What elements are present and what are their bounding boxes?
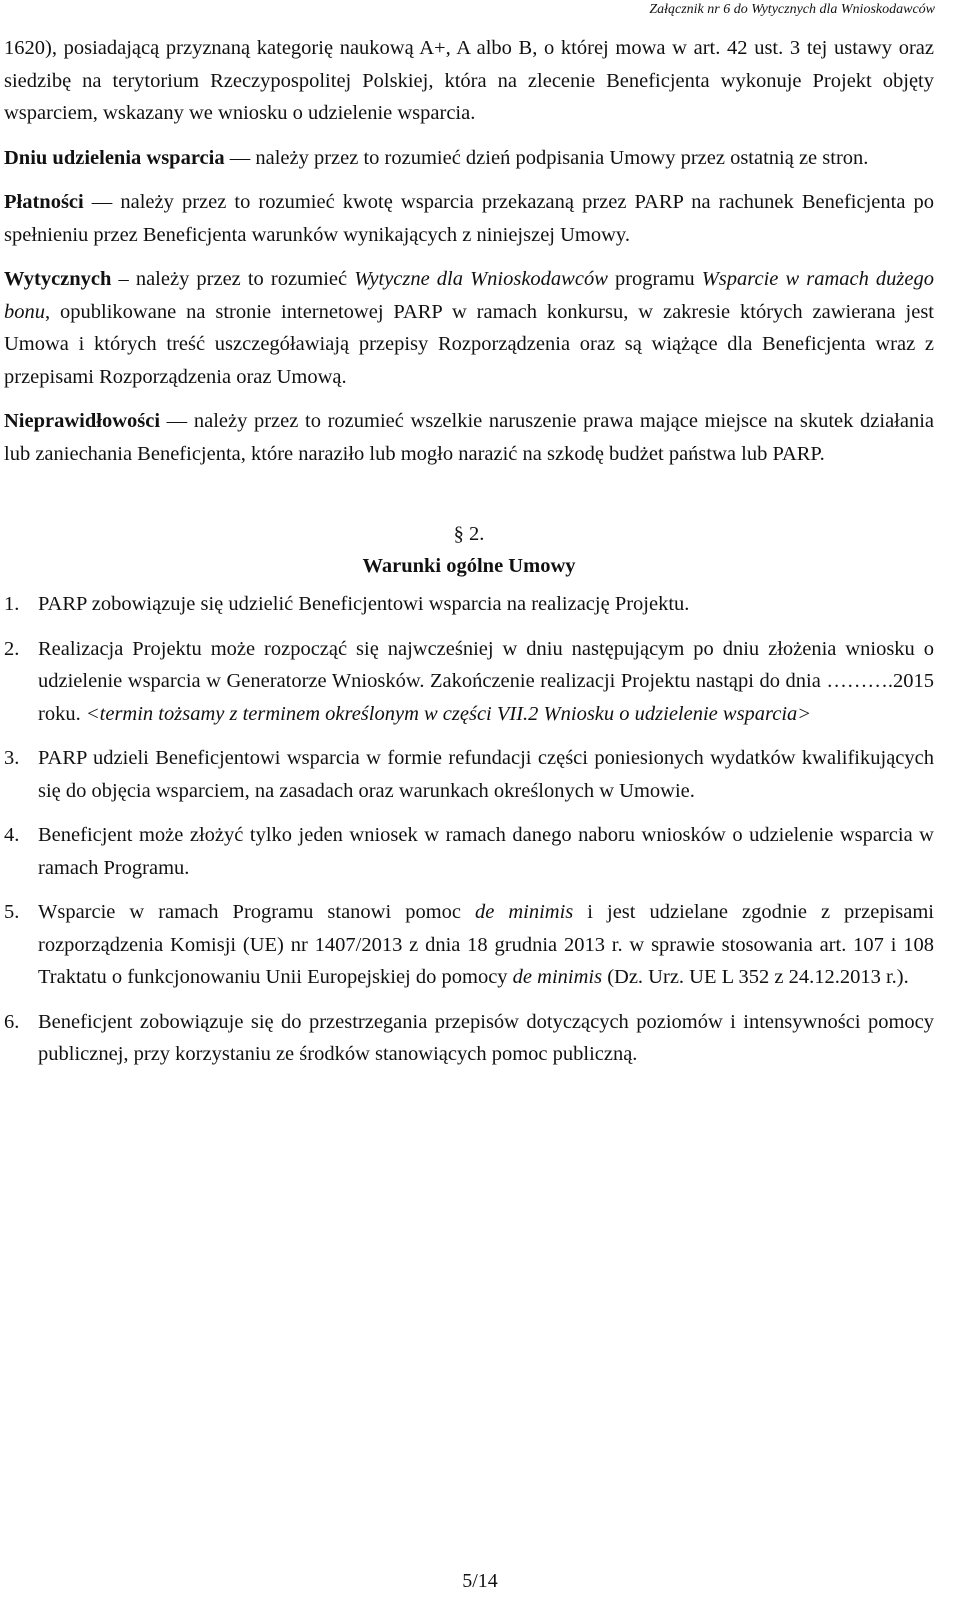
section-heading — [4, 518, 934, 582]
list-text: PARP udzieli Beneficjentowi wsparcia w formie refundacji części poniesionych wydatków kwalifikujących się do objęcia wsparciem, na zasadach oraz warunkach określonych w Umowie. — [38, 747, 934, 802]
list-text: PARP zobowiązuje się udzielić Beneficjentowi wsparcia na realizację Projektu. — [38, 593, 690, 615]
italic-title: Wytyczne dla Wnioskodawców — [354, 268, 608, 290]
list-number: 5. — [4, 901, 20, 923]
page-body — [0, 32, 960, 1083]
list-text: Beneficjent zobowiązuje się do przestrzegania przepisów dotyczących poziomów i intensywności pomocy publicznej, przy korzystaniu ze środków stanowiących pomoc publiczną. — [38, 1010, 934, 1065]
list-text: Realizacja Projektu może rozpocząć się najwcześniej w dniu następującym po dniu złożenia wniosku o udzielenie wsparcia w Generatorze Wniosków. Zakończenie realizacji Projektu nastąpi do dnia ……….2015 roku. <termin tożsamy z terminem określonym w części VII.2 Wniosku o udzielenie wsparcia> — [38, 637, 934, 725]
page-number: 5/14 — [462, 1570, 498, 1592]
list-number: 6. — [4, 1010, 20, 1033]
list-item — [4, 588, 934, 621]
definition-text: należy przez to rozumieć dzień podpisania Umowy przez ostatnią ze stron. — [255, 146, 869, 169]
definition-term: Dniu udzielenia wsparcia — [4, 146, 225, 169]
definition-dzien-udzielenia: Dniu udzielenia wsparcia — należy przez to rozumieć dzień podpisania Umowy przez ostatnią ze stron. — [4, 146, 869, 169]
list-number: 2. — [4, 637, 20, 660]
numbered-list — [4, 588, 934, 1071]
list-number: 3. — [4, 747, 20, 769]
definition-term: Nieprawidłowości — [4, 410, 161, 432]
list-item — [4, 896, 934, 994]
list-number: 1. — [4, 593, 20, 615]
italic-title: Wsparcie w ramach dużego bonu — [4, 268, 935, 323]
document-content — [4, 32, 934, 1071]
italic-term: de minimis — [512, 966, 603, 988]
list-text: Wsparcie w ramach Programu stanowi pomoc de minimis i jest udzielane zgodnie z przepisami rozporządzenia Komisji (UE) nr 1407/2013 z dnia 18 grudnia 2013 r. w sprawie stosowania art. 107 i 108 Traktatu o funkcjonowaniu Unii Europejskiej do pomocy de minimis (Dz. Urz. UE L 352 z 24.12.2013 r.). — [38, 901, 934, 988]
list-text: Beneficjent może złożyć tylko jeden wniosek w ramach danego naboru wniosków o udzielenie wsparcia w ramach Programu. — [38, 824, 934, 879]
italic-note: <termin tożsamy z terminem określonym w części VII.2 Wniosku o udzielenie wsparcia> — [85, 702, 812, 725]
definition-term: Wytycznych — [4, 268, 112, 290]
definition-text: należy przez to rozumieć wszelkie naruszenie prawa mające miejsce na skutek działania lub zaniechania Beneficjenta, które naraziło lub mogło narazić na szkodę budżet państwa lub PARP. — [4, 410, 935, 465]
definition-nieprawidlowosci: Nieprawidłowości — należy przez to rozumieć wszelkie naruszenie prawa mające miejsce na skutek działania lub zaniechania Beneficjenta, które naraziło lub mogło narazić na szkodę budżet państwa lub PARP. — [4, 410, 935, 465]
list-number: 4. — [4, 824, 20, 846]
list-item — [4, 633, 934, 731]
intro-paragraph: 1620), posiadającą przyznaną kategorię naukową A+, A albo B, o której mowa w art. 42 ust. 3 tej ustawy oraz siedzibę na terytorium Rzeczypospolitej Polskiej, która na zlecenie Beneficjenta wykonuje Projekt objęty wsparciem, wskazany we wniosku o udzielenie wsparcia. — [4, 37, 934, 124]
italic-term: de minimis — [475, 901, 574, 923]
section-number: § 2. — [453, 523, 485, 545]
definition-term: Płatności — [4, 191, 84, 213]
definition-text: należy przez to rozumieć kwotę wsparcia przekazaną przez PARP na rachunek Beneficjenta po spełnieniu przez Beneficjenta warunków wynikających z niniejszej Umowy. — [4, 191, 935, 246]
definition-wytycznych: Wytycznych – należy przez to rozumieć Wytyczne dla Wnioskodawców programu Wsparcie w ramach dużego bonu, opublikowane na stronie internetowej PARP w ramach konkursu, w zakresie których zawierana jest Umowa i których treść uszczegóławiają przepisy Rozporządzenia oraz są wiążące dla Beneficjenta wraz z przepisami Rozporządzenia oraz Umową. — [4, 268, 935, 388]
document-header: Załącznik nr 6 do Wytycznych dla Wnioskodawców — [649, 2, 935, 17]
section-title: Warunki ogólne Umowy — [362, 555, 576, 577]
definition-platnosci: Płatności — należy przez to rozumieć kwotę wsparcia przekazaną przez PARP na rachunek Beneficjenta po spełnieniu przez Beneficjenta warunków wynikających z niniejszej Umowy. — [4, 191, 935, 246]
list-item — [4, 742, 934, 807]
list-item — [4, 1006, 934, 1071]
list-item — [4, 819, 934, 884]
